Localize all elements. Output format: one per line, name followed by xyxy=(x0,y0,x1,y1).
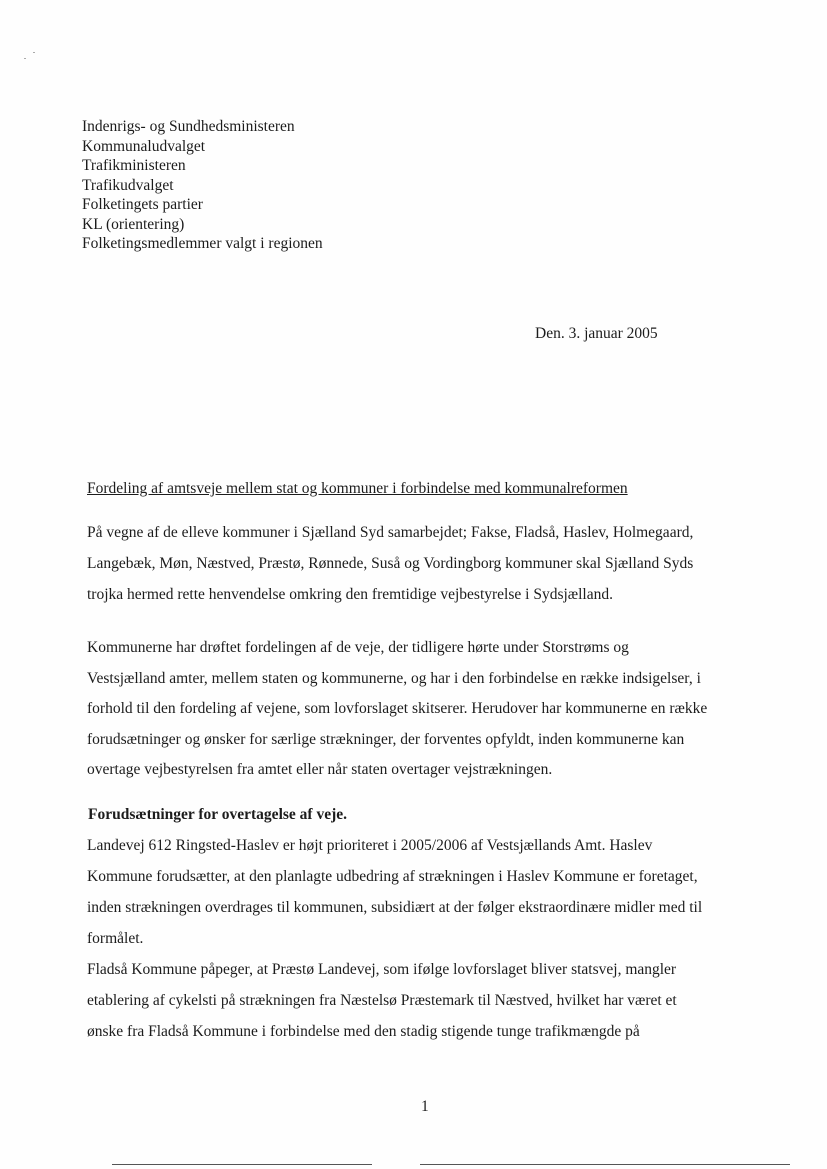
text-line: formålet. xyxy=(87,930,144,947)
scan-edge-line xyxy=(112,1164,372,1165)
text-line: Kommune forudsætter, at den planlagte udbedring af strækningen i Haslev Kommune er foretaget, xyxy=(87,868,698,885)
text-line: Vestsjælland amter, mellem staten og kommunerne, og har i den forbindelse en række indsigelser, i xyxy=(87,669,701,687)
recipient-line: Kommunaludvalget xyxy=(82,137,206,155)
text-line: etablering af cykelsti på strækningen fra Næstelsø Præstemark til Næstved, hvilket har været et xyxy=(87,992,677,1009)
text-line: Fladså Kommune påpeger, at Præstø Landevej, som ifølge lovforslaget bliver statsvej, mangler xyxy=(87,961,677,978)
text-line: Langebæk, Møn, Næstved, Præstø, Rønnede, Suså og Vordingborg kommuner skal Sjælland Syds xyxy=(87,555,694,572)
page-number: 1 xyxy=(421,1098,429,1115)
text-line: trojka hermed rette henvendelse omkring den fremtidige vejbestyrelse i Sydsjælland. xyxy=(87,586,613,603)
letter-date: Den. 3. januar 2005 xyxy=(535,325,658,342)
text-line: inden strækningen overdrages til kommunen, subsidiært at der følger ekstraordinære midler med til xyxy=(87,899,703,916)
scan-speck xyxy=(24,58,26,59)
recipient-line: KL (orientering) xyxy=(82,215,185,233)
text-line: forudsætninger og ønsker for særlige strækninger, der forventes opfyldt, inden kommunerne kan xyxy=(87,730,685,748)
text-line: ønske fra Fladså Kommune i forbindelse med den stadig stigende tunge trafikmængde på xyxy=(87,1023,640,1040)
text-line: Landevej 612 Ringsted-Haslev er højt prioriteret i 2005/2006 af Vestsjællands Amt. Haslev xyxy=(87,837,653,854)
text-line: Kommunerne har drøftet fordelingen af de veje, der tidligere hørte under Storstrøms og xyxy=(87,639,629,656)
paragraph-discussion xyxy=(87,633,767,786)
recipient-line: Folketingets partier xyxy=(82,196,203,213)
paragraph-intro xyxy=(87,517,767,610)
scan-edge-line xyxy=(420,1164,790,1165)
recipient-line: Folketingsmedlemmer valgt i regionen xyxy=(82,235,323,252)
scan-speck xyxy=(33,52,35,53)
text-line: På vegne af de elleve kommuner i Sjælland Syd samarbejdet; Fakse, Fladså, Haslev, Holmegaard, xyxy=(87,524,694,541)
recipient-line: Trafikministeren xyxy=(82,157,186,174)
recipient-list xyxy=(82,117,323,254)
paragraph-conditions xyxy=(87,830,767,1047)
text-line: forhold til den fordeling af vejene, som lovforslaget skitserer. Herudover har kommunerne en række xyxy=(87,700,708,717)
recipient-line: Indenrigs- og Sundhedsministeren xyxy=(82,118,295,135)
section-heading: Forudsætninger for overtagelse af veje. xyxy=(88,806,347,823)
text-line: overtage vejbestyrelsen fra amtet eller når staten overtager vejstrækningen. xyxy=(87,761,553,778)
subject-line: Fordeling af amtsveje mellem stat og kommuner i forbindelse med kommunalreformen xyxy=(87,480,628,497)
recipient-line: Trafikudvalget xyxy=(82,176,174,194)
